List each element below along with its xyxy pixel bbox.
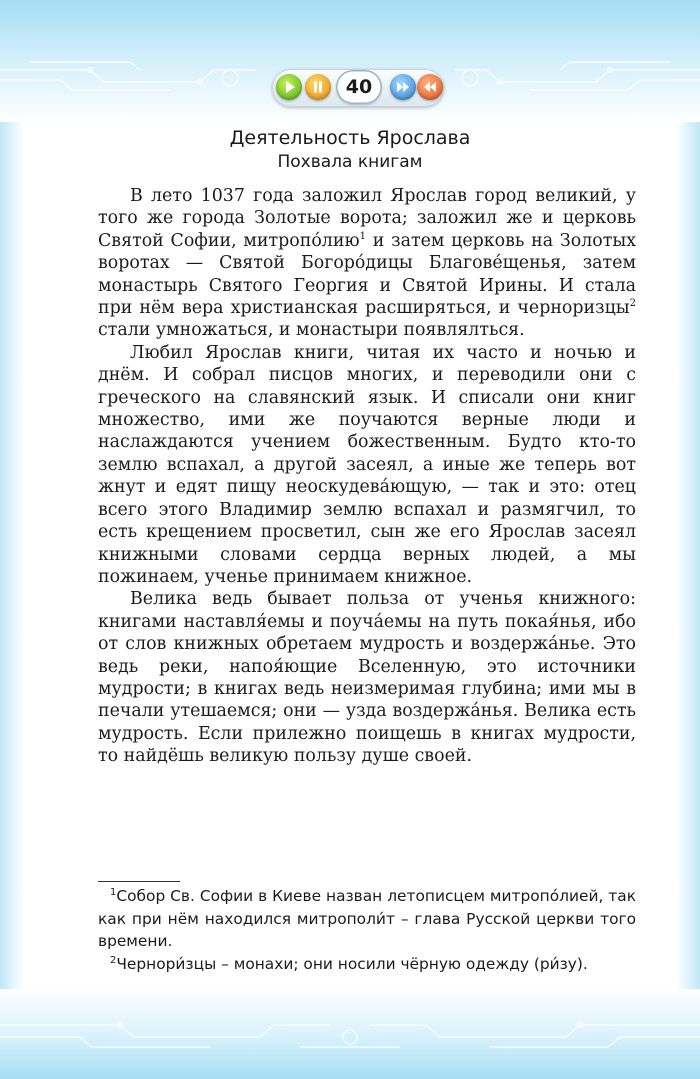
play-button[interactable] (276, 74, 302, 100)
footnote-1 (98, 885, 636, 953)
paragraph-1-part-c: стали умножаться, и монастыри появлялться. (98, 320, 525, 341)
footnote-2 (98, 953, 636, 976)
main-text (98, 185, 636, 768)
previous-page-button[interactable] (417, 74, 443, 100)
paragraph-2: Любил Ярослав книги, читая их часто и ночью и днём. И собрал писцов многих, и переводили они с греческого на славянский язык. И списали они книг множество, ими же поучаются верные люди и наслаждаются учением божественным. Будто кто-то землю вспахал, а другой засеял, а иные же теперь вот жнут и едят пищу неоскудева́ющую, — так и это: отец всего этого Владимир землю вспахал и размягчил, то есть крещением просветил, сын же его Ярослав засеял книжными словами сердца верных людей, а мы пожинаем, ученье принимаем книжное. (98, 342, 636, 587)
paragraph-1 (98, 185, 636, 342)
footnote-mark-2: 2 (110, 954, 117, 966)
play-icon (276, 74, 302, 100)
page-number: 40 (336, 70, 382, 104)
pause-button[interactable] (305, 74, 331, 100)
page-title: Деятельность Ярослава (229, 127, 471, 149)
circuit-decoration-bottom (0, 1007, 700, 1063)
next-page-button[interactable] (390, 74, 416, 100)
footnote-mark-1: 1 (110, 886, 117, 898)
page-navigation (272, 69, 444, 107)
rewind-icon (417, 74, 443, 100)
footnote-divider (98, 881, 180, 882)
page-subtitle: Похвала книгам (277, 152, 423, 172)
footnote-1-text: Собор Св. Софии в Киеве назван летописцем митропо́лией, так как при нём находился митрополи́т – глава Русской церкви того времени. (98, 887, 636, 951)
pause-icon (305, 74, 331, 100)
footnote-ref-2: 2 (629, 298, 636, 310)
paragraph-1-part-b: и затем церковь на Золотых воротах — Святой Богоро́дицы Благове́щенья, затем монастырь Святого Георгия и Святой Ирины. И стала при нём вера христианская расширяться, и черноризцы (98, 230, 636, 319)
fast-forward-icon (390, 74, 416, 100)
footnote-ref-1: 1 (359, 231, 366, 243)
paragraph-3: Велика ведь бывает польза от ученья книжного: книгами наставля́емы и поуча́емы на путь покая́нья, ибо от слов книжных обретаем мудрость и воздержа́нье. Это ведь реки, напоя́ющие Вселенную, это источники мудрости; в книгах ведь неизмеримая глубина; ими мы в печали утешаемся; они — узда воздержа́нья. Велика есть мудрость. Если прилежно поищешь в книгах мудрости, то найдёшь великую пользу душе своей. (98, 589, 636, 767)
footnote-2-text: Чернори́зцы – монахи; они носили чёрную одежду (ри́зу). (116, 954, 588, 973)
footnotes (98, 885, 636, 975)
paragraph-1-part-a: В лето 1037 года заложил Ярослав город великий, у того же города Золотые ворота; заложил же и церковь Святой Софии, митропо́лию (98, 186, 636, 251)
